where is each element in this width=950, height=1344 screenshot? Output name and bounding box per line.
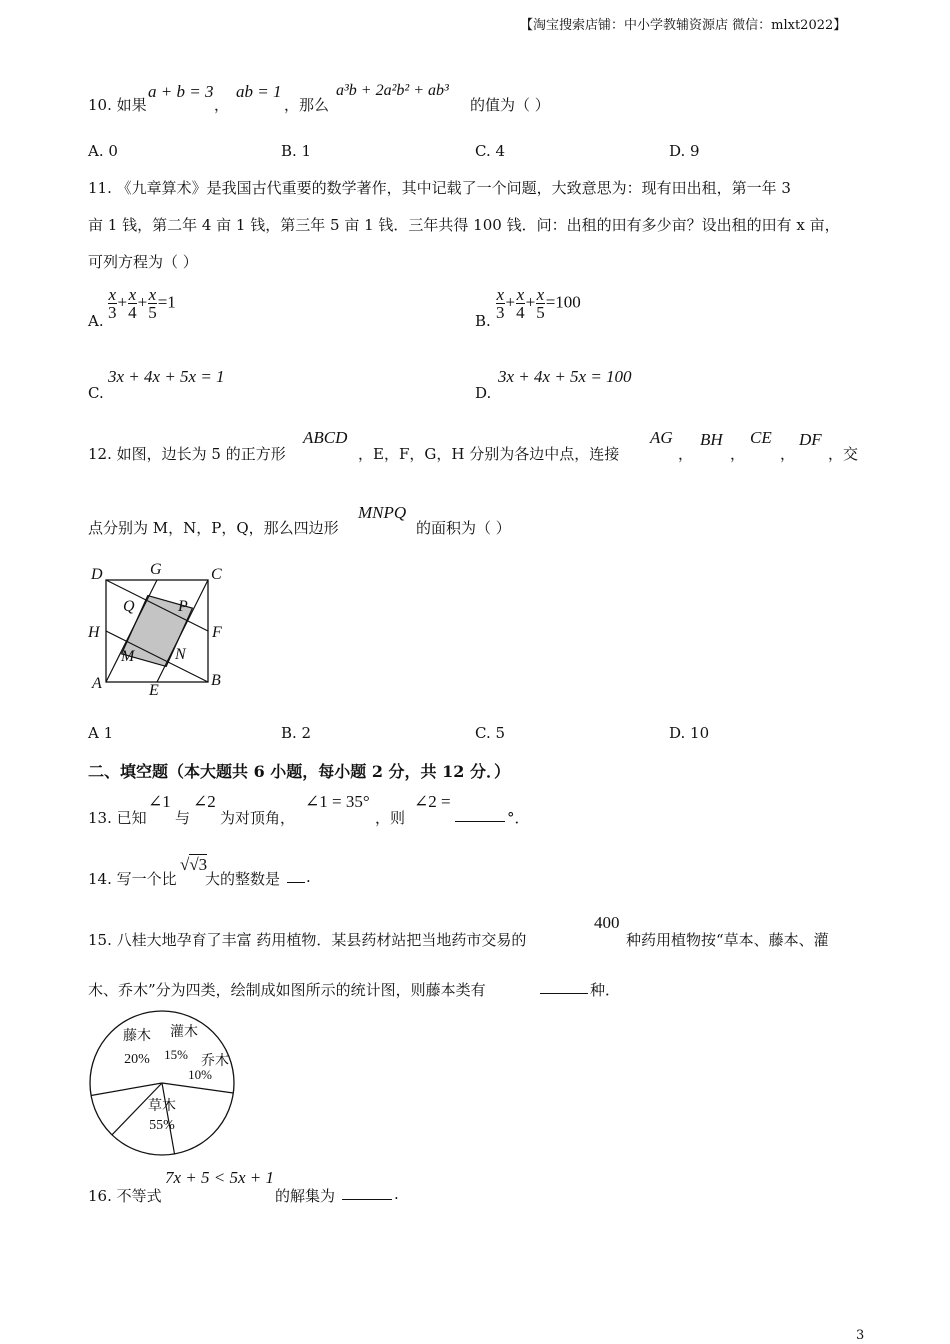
q12-line-bh: BH [700,430,723,449]
label-a: A [92,675,102,692]
q13-suffix: °． [507,809,530,827]
q10-then: ，那么 [284,96,330,114]
label-e: E [149,682,159,699]
q10-suffix: 的值为（ ） [470,96,550,114]
q15-answer-blank[interactable] [540,979,588,994]
q12-quad-name: MNPQ [358,503,407,522]
section-2-heading: 二、填空题（本大题共 6 小题，每小题 2 分，共 12 分．） [88,762,510,781]
q10-comma: ， [214,96,230,114]
q11-option-d-label: D. [475,384,492,402]
q10-condition-1: a + b = 3 [148,82,214,101]
label-p: P [178,598,188,615]
q14-sqrt-value: √3 [189,855,208,874]
pie-percent-caoben: 55% [149,1118,175,1133]
q15-line2-prefix: 木、乔木”分为四类，绘制成如图所示的统计图，则藤本类有 [88,981,486,999]
q13-prefix: 13. 已知 [88,809,147,827]
q10-option-a: A. 0 [88,142,118,160]
q12-sep-2: ， [730,445,746,463]
q12-line2-suffix: 的面积为（ ） [416,519,511,537]
pie-percent-qiaomu: 10% [188,1067,212,1082]
q16-prefix: 16. 不等式 [88,1187,162,1205]
q15-line1-prefix: 15. 八桂大地孕育了丰富 药用植物．某县药材站把当地药市交易的 [88,931,527,949]
pie-label-qiaomu: 乔木 [201,1054,229,1069]
q16-suffix: 的解集为 [275,1187,336,1205]
pie-label-guanmu: 灌木 [170,1025,198,1040]
label-g: G [150,561,162,578]
q12-sep-3: ， [780,445,796,463]
label-h: H [88,624,100,641]
q16-inequality: 7x + 5 < 5x + 1 [165,1168,275,1187]
q15-pie-chart [84,1005,240,1161]
q11-option-b-label: B. [475,312,491,330]
page-number: 3 [856,1328,865,1343]
q13-angle-2: ∠2 [193,792,216,811]
q10-option-d: D. 9 [669,142,700,160]
q11-option-c-equation: 3x + 4x + 5x = 1 [108,367,225,386]
pie-label-caoben: 草木 [148,1099,176,1114]
label-b: B [211,672,221,689]
q15-count: 400 [594,913,620,932]
label-m: M [121,648,135,665]
q10-prefix: 10. 如果 [88,96,147,114]
q12-square-name: ABCD [303,428,348,447]
page-header: 【淘宝搜索店铺：中小学教辅资源店 微信：mlxt2022】 [520,18,847,33]
q14-answer-blank[interactable] [287,868,305,883]
q12-line-ce: CE [750,428,772,447]
q11-option-b-equation: $\frac{x}{3}$ + $\frac{x}{4}$ + $\frac{x}{5}$ =100 [496,285,581,322]
q11-option-a-label: A. [88,312,104,330]
q13-angle-1: ∠1 [148,792,171,811]
q10-option-c: C. 4 [475,142,506,160]
q12-end: ，交 [828,445,859,463]
q10-option-b: B. 1 [281,142,312,160]
q11-line-1: 11. 《九章算术》是我国古代重要的数学著作，其中记载了一个问题，大致意思为：现有田出租，第一年 3 [88,179,791,197]
q12-sep-1: ， [678,445,694,463]
label-c: C [211,566,222,583]
q13-then: ，则 [375,809,406,827]
q13-with: 与 [175,809,191,827]
q15-line2-suffix: 种． [590,981,621,999]
q12-prefix: 12. 如图，边长为 5 的正方形 [88,445,286,463]
q12-square-figure [86,560,231,700]
label-d: D [91,566,103,583]
q16-end: . [394,1185,399,1203]
q10-condition-2: ab = 1 [236,82,282,101]
q15-line1-suffix: 种药用植物按“草本、藤本、灌 [626,931,829,949]
q13-given: ∠1 = 35° [305,792,370,811]
pie-percent-guanmu: 15% [164,1047,188,1062]
q12-option-d: D. 10 [669,724,710,742]
q12-midpoints: ，E，F，G，H 分别为各边中点，连接 [358,445,620,463]
q11-line-2: 亩 1 钱，第二年 4 亩 1 钱，第三年 5 亩 1 钱．三年共得 100 钱．问：出租的田有多少亩？设出租的田有 x 亩， [88,216,840,234]
q14-prefix: 14. 写一个比 [88,870,177,888]
label-q: Q [123,598,135,615]
q12-option-b: B. 2 [281,724,312,742]
q10-expression: a³b + 2a²b² + ab³ [336,82,449,99]
q11-option-d-equation: 3x + 4x + 5x = 100 [498,367,632,386]
q11-line-3: 可列方程为（ ） [88,253,198,271]
pie-label-tengben: 藤木 [123,1029,151,1044]
q12-line2-prefix: 点分别为 M，N，P，Q，那么四边形 [88,519,339,537]
q12-line-df: DF [799,430,822,449]
q14-suffix: 大的整数是 [205,870,281,888]
q12-option-c: C. 5 [475,724,506,742]
q12-option-a: A 1 [88,724,114,742]
q13-mid: 为对顶角， [220,809,296,827]
q11-option-c-label: C. [88,384,104,402]
q16-answer-blank[interactable] [342,1185,392,1200]
pie-percent-tengben: 20% [124,1052,150,1067]
label-n: N [175,646,186,663]
q13-answer-blank[interactable] [455,807,505,822]
pie-radius-caoben-tengben [162,1083,233,1093]
q13-ask: ∠2 = [414,792,451,811]
q14-end: . [306,868,311,886]
label-f: F [212,624,222,641]
q14-sqrt3: √√3 [180,855,208,874]
q11-option-a-equation: $\frac{x}{3}$ + $\frac{x}{4}$ + $\frac{x}{5}$ =1 [108,285,176,322]
q12-line-ag: AG [650,428,673,447]
